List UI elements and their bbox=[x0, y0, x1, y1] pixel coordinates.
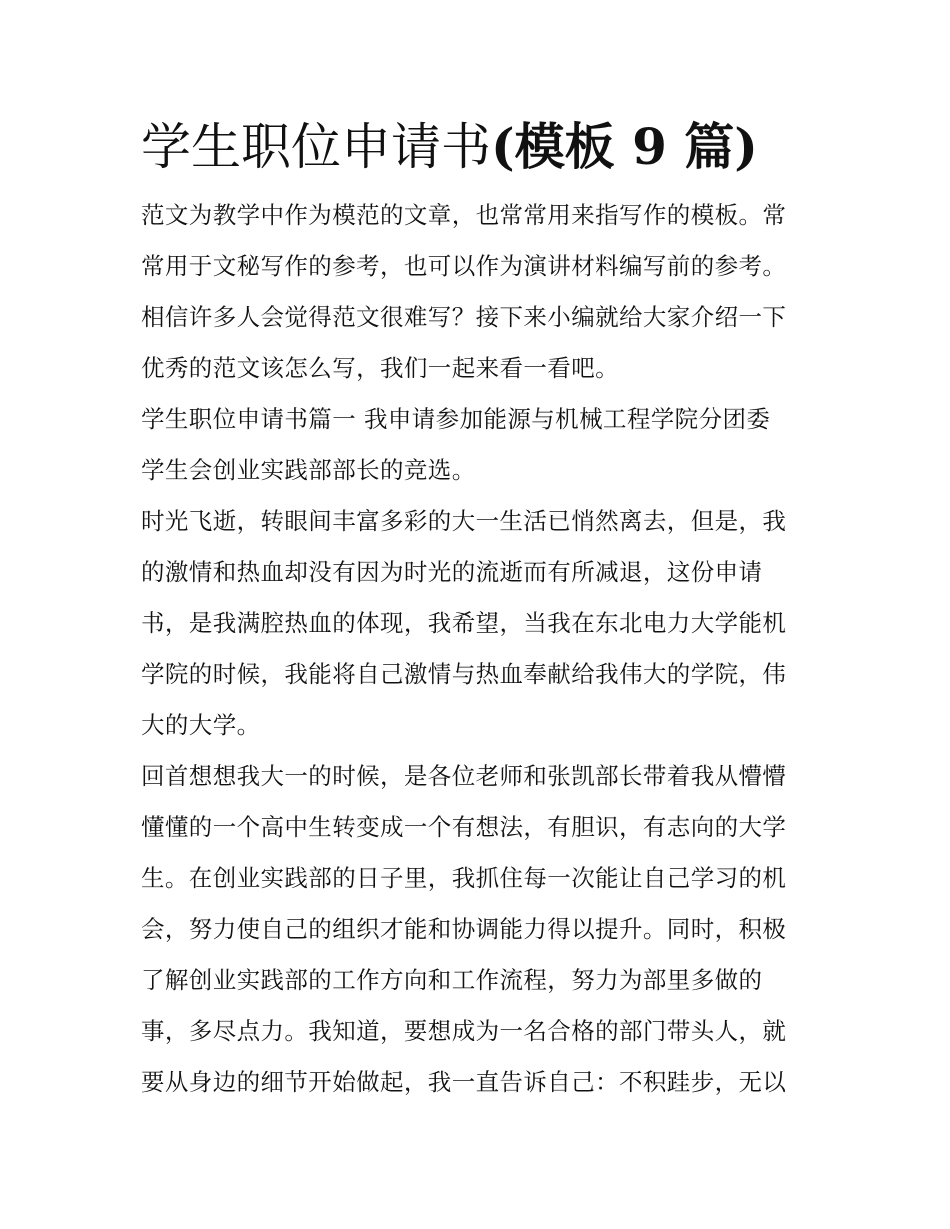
paragraph-line: 了解创业实践部的工作方向和工作流程，努力为部里多做的 bbox=[141, 966, 763, 994]
title-suffix: (模板 9 篇) bbox=[491, 117, 758, 176]
paragraph-line: 学生会创业实践部部长的竞选。 bbox=[141, 456, 476, 484]
paragraph-line: 优秀的范文该怎么写，我们一起来看一看吧。 bbox=[141, 354, 619, 382]
document-body bbox=[141, 112, 813, 1108]
paragraph-line: 事，多尽点力。我知道，要想成为一名合格的部门带头人，就 bbox=[141, 1017, 787, 1045]
paragraph-looking-back bbox=[141, 751, 813, 1108]
paragraph-line: 回首想想我大一的时候，是各位老师和张凯部长带着我从懵懵 bbox=[141, 762, 787, 790]
paragraph-time-flies bbox=[141, 496, 813, 751]
paragraph-line: 懂懂的一个高中生转变成一个有想法，有胆识，有志向的大学 bbox=[141, 813, 787, 841]
paragraph-line: 会，努力使自己的组织才能和协调能力得以提升。同时，积极 bbox=[141, 915, 787, 943]
document-title bbox=[141, 112, 813, 190]
paragraph-line: 学生职位申请书篇一 我申请参加能源与机械工程学院分团委 bbox=[141, 405, 771, 433]
paragraph-line: 的激情和热血却没有因为时光的流逝而有所减退，这份申请 bbox=[141, 558, 763, 586]
paragraph-line: 范文为教学中作为模范的文章，也常常用来指写作的模板。常 bbox=[141, 201, 787, 229]
paragraph-line: 常用于文秘写作的参考，也可以作为演讲材料编写前的参考。 bbox=[141, 252, 787, 280]
title-main: 学生职位申请书 bbox=[141, 118, 491, 176]
paragraph-line: 书，是我满腔热血的体现，我希望，当我在东北电力大学能机 bbox=[141, 609, 787, 637]
paragraph-line: 学院的时候，我能将自己激情与热血奉献给我伟大的学院，伟 bbox=[141, 660, 787, 688]
paragraph-intro bbox=[141, 190, 813, 394]
paragraph-line: 生。在创业实践部的日子里，我抓住每一次能让自己学习的机 bbox=[141, 864, 787, 892]
paragraph-section-one bbox=[141, 394, 813, 496]
paragraph-line: 大的大学。 bbox=[141, 711, 261, 739]
paragraph-line: 要从身边的细节开始做起，我一直告诉自己：不积跬步，无以 bbox=[141, 1068, 787, 1096]
paragraph-line: 时光飞逝，转眼间丰富多彩的大一生活已悄然离去，但是，我 bbox=[141, 507, 787, 535]
paragraph-line: 相信许多人会觉得范文很难写？接下来小编就给大家介绍一下 bbox=[141, 303, 787, 331]
